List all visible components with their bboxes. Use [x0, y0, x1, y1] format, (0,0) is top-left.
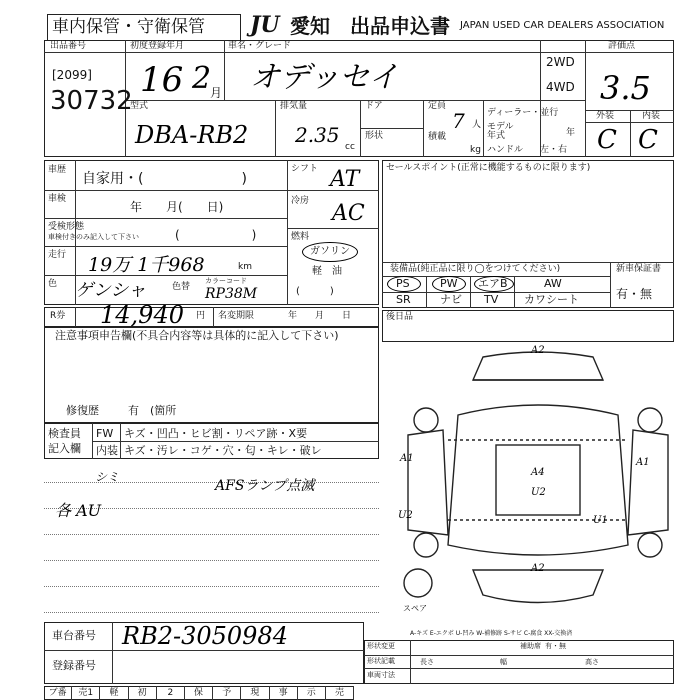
mark-rear-a2: A2	[531, 563, 545, 574]
mileage-label: 走行	[48, 250, 67, 260]
height-label: 高さ	[585, 658, 599, 666]
form-value: ( )	[175, 228, 257, 242]
equipment-grid	[382, 276, 610, 308]
mark-front-a2: A2	[531, 345, 545, 356]
mark-roof-u2: U2	[531, 487, 546, 498]
shift-value: AT	[330, 167, 360, 192]
mileage-unit: km	[238, 262, 252, 272]
month-unit: 月	[210, 86, 223, 100]
lot-label: 出品番号	[50, 41, 87, 51]
reg-year: 16	[140, 60, 184, 100]
width-label: 幅	[500, 658, 507, 666]
inspection-label: 車検	[48, 194, 67, 204]
shape-change-row2: 車両寸法	[367, 671, 395, 679]
model-code: DBA-RB2	[135, 121, 249, 149]
displacement-value: 2.35	[295, 123, 340, 147]
equip-pw: PW	[440, 277, 458, 290]
document-item: 予	[213, 686, 241, 700]
documents-items	[44, 686, 354, 700]
document-title: 出品申込書	[350, 14, 450, 38]
document-item: 2	[157, 686, 185, 700]
fuel-diesel: 軽 油	[312, 266, 342, 277]
recycle-label: R券	[50, 311, 66, 321]
later-items-label: 後日品	[386, 312, 414, 322]
document-item: 売	[326, 686, 354, 700]
capacity-value: 7	[452, 109, 465, 133]
document-item: 軽	[100, 686, 128, 700]
drive-4wd: 4WD	[546, 80, 575, 94]
color-value: ゲンシャ	[75, 280, 146, 301]
name-change-label: 名変期限	[218, 311, 255, 321]
exterior-grade: C	[597, 125, 617, 155]
ac-value: AC	[332, 201, 365, 226]
reg-month: 2	[192, 61, 212, 96]
repair-label: 修復歴	[66, 404, 99, 417]
place-name: 愛知	[290, 14, 330, 38]
shape-label: 形状	[365, 131, 384, 141]
equip-pw-circle	[432, 276, 466, 292]
mark-right-a1: A1	[636, 457, 650, 468]
remark-stain: シミ	[95, 470, 120, 484]
warranty-label: 新車保証書	[616, 264, 662, 274]
equip-ps-circle	[387, 276, 421, 292]
chassis-number: RB2-3050984	[122, 622, 288, 650]
damage-legend: A-キズ E-エクボ U-凹み W-補修跡 S-サビ C-腐食 XX-交換済	[410, 630, 573, 637]
load-label: 積載	[428, 132, 447, 142]
mileage-value: 19万 1千968	[88, 254, 205, 276]
warranty-options: 有・無	[616, 287, 653, 301]
mark-left-a1: A1	[400, 453, 414, 464]
color-change-label: 色替	[172, 282, 191, 292]
recycle-amount: 14,940	[100, 301, 184, 329]
exterior-label: 外装	[596, 111, 615, 121]
interior-grade: C	[638, 125, 658, 155]
spare-label: スペア	[403, 604, 427, 613]
color-code: RP38M	[205, 286, 258, 302]
equip-navi: ナビ	[440, 293, 462, 306]
shift-label: シフト	[291, 164, 319, 174]
fw-label: FW	[96, 427, 114, 440]
aux-seat-label: 補助席	[520, 642, 541, 650]
equip-tv: TV	[484, 293, 499, 306]
association-name: JAPAN USED CAR DEALERS ASSOCIATION	[460, 20, 665, 31]
model-year-label: モデル年式	[487, 122, 514, 141]
capacity-label: 定員	[428, 101, 447, 111]
interior-row-label: 内装	[96, 444, 118, 457]
form-label: 受検形態	[48, 222, 85, 232]
equip-airbag: エアB	[478, 277, 508, 290]
storage-label: 車内保管・守衛保管	[52, 17, 205, 37]
document-item: ブ番	[44, 686, 72, 700]
equip-leather: カワシート	[524, 293, 579, 306]
fuel-blank: ( )	[296, 286, 334, 297]
notes-label: 注意事項申告欄(不具合内容等は具体的に記入して下さい)	[55, 329, 339, 342]
history-value: 自家用・( )	[82, 171, 247, 187]
load-unit: kg	[470, 145, 481, 155]
score-value: 3.5	[600, 69, 651, 107]
equipment-label: 装備品(純正品に限り◯をつけてください)	[390, 264, 561, 274]
score-label: 評価点	[608, 41, 636, 51]
recycle-unit: 円	[196, 311, 206, 321]
model-label: 型式	[130, 101, 149, 111]
interior-label: 内装	[642, 111, 661, 121]
car-name-label: 車名・グレード	[228, 41, 292, 51]
mark-right-u1: U1	[593, 515, 608, 526]
document-item: 初	[129, 686, 157, 700]
car-name: オデッセイ	[250, 60, 399, 95]
length-label: 長さ	[420, 658, 434, 666]
year-unit: 年	[566, 128, 576, 138]
handle-options: 左・右	[540, 145, 568, 155]
document-item: 示	[298, 686, 326, 700]
color-label: 色	[48, 279, 58, 289]
displacement-unit: cc	[345, 142, 355, 152]
ju-logo: JU	[250, 12, 280, 38]
equip-sr: SR	[396, 293, 411, 306]
drive-2wd: 2WD	[546, 55, 575, 69]
repair-value: 有 (箇所	[128, 404, 177, 417]
remark-afs: AFSランプ点滅	[215, 478, 315, 494]
interior-line: キズ・汚レ・コゲ・穴・匂・キレ・破レ	[124, 444, 322, 457]
color-code-label: カラーコード	[205, 277, 247, 285]
aux-seat-value: 有・無	[545, 642, 566, 650]
sales-label: セールスポイント(正常に機能するものに限ります)	[386, 163, 591, 173]
handle-label: ハンドル	[487, 145, 524, 155]
capacity-unit: 人	[472, 120, 482, 130]
ac-label: 冷房	[291, 196, 310, 206]
registration-label: 登録番号	[52, 659, 96, 672]
dealer-label: ディーラー・並行	[487, 108, 559, 118]
equip-aw: AW	[544, 277, 562, 290]
lot-bracket: [2099]	[52, 68, 92, 82]
history-label: 車歴	[48, 165, 67, 175]
fuel-label: 燃料	[291, 232, 310, 242]
car-damage-diagram	[388, 345, 688, 620]
chassis-label: 車台番号	[52, 629, 96, 642]
document-item: 売1	[72, 686, 100, 700]
fuel-gasoline-text: ガソリン	[310, 246, 350, 257]
equip-ps: PS	[396, 277, 410, 290]
car-outline-svg	[388, 345, 688, 620]
displacement-label: 排気量	[280, 101, 308, 111]
fw-line: キズ・凹凸・ヒビ割・リペア跡・X要	[124, 427, 308, 440]
form-note: 車検付きのみ記入して下さい	[48, 233, 139, 241]
inspector-label: 検査員	[48, 427, 81, 440]
equip-airbag-circle	[474, 276, 514, 292]
reg-label: 初度登録年月	[130, 41, 185, 51]
document-item: 保	[185, 686, 213, 700]
lot-number: 30732	[50, 86, 133, 116]
later-items-box	[382, 310, 674, 342]
document-item: 現	[241, 686, 269, 700]
door-label: ドア	[365, 101, 383, 111]
shape-change-row1: 形状記載	[367, 657, 395, 665]
remark-each-au: 各 AU	[55, 501, 102, 520]
inspection-value: 年 月( 日)	[130, 200, 224, 214]
document-item: 事	[270, 686, 298, 700]
mark-left-u2: U2	[398, 510, 413, 521]
name-change-value: 年 月 日	[288, 311, 352, 321]
inspector-entry-label: 記入欄	[48, 442, 81, 455]
shape-change-label: 形状変更	[367, 642, 395, 650]
mark-roof-a4: A4	[531, 467, 545, 478]
